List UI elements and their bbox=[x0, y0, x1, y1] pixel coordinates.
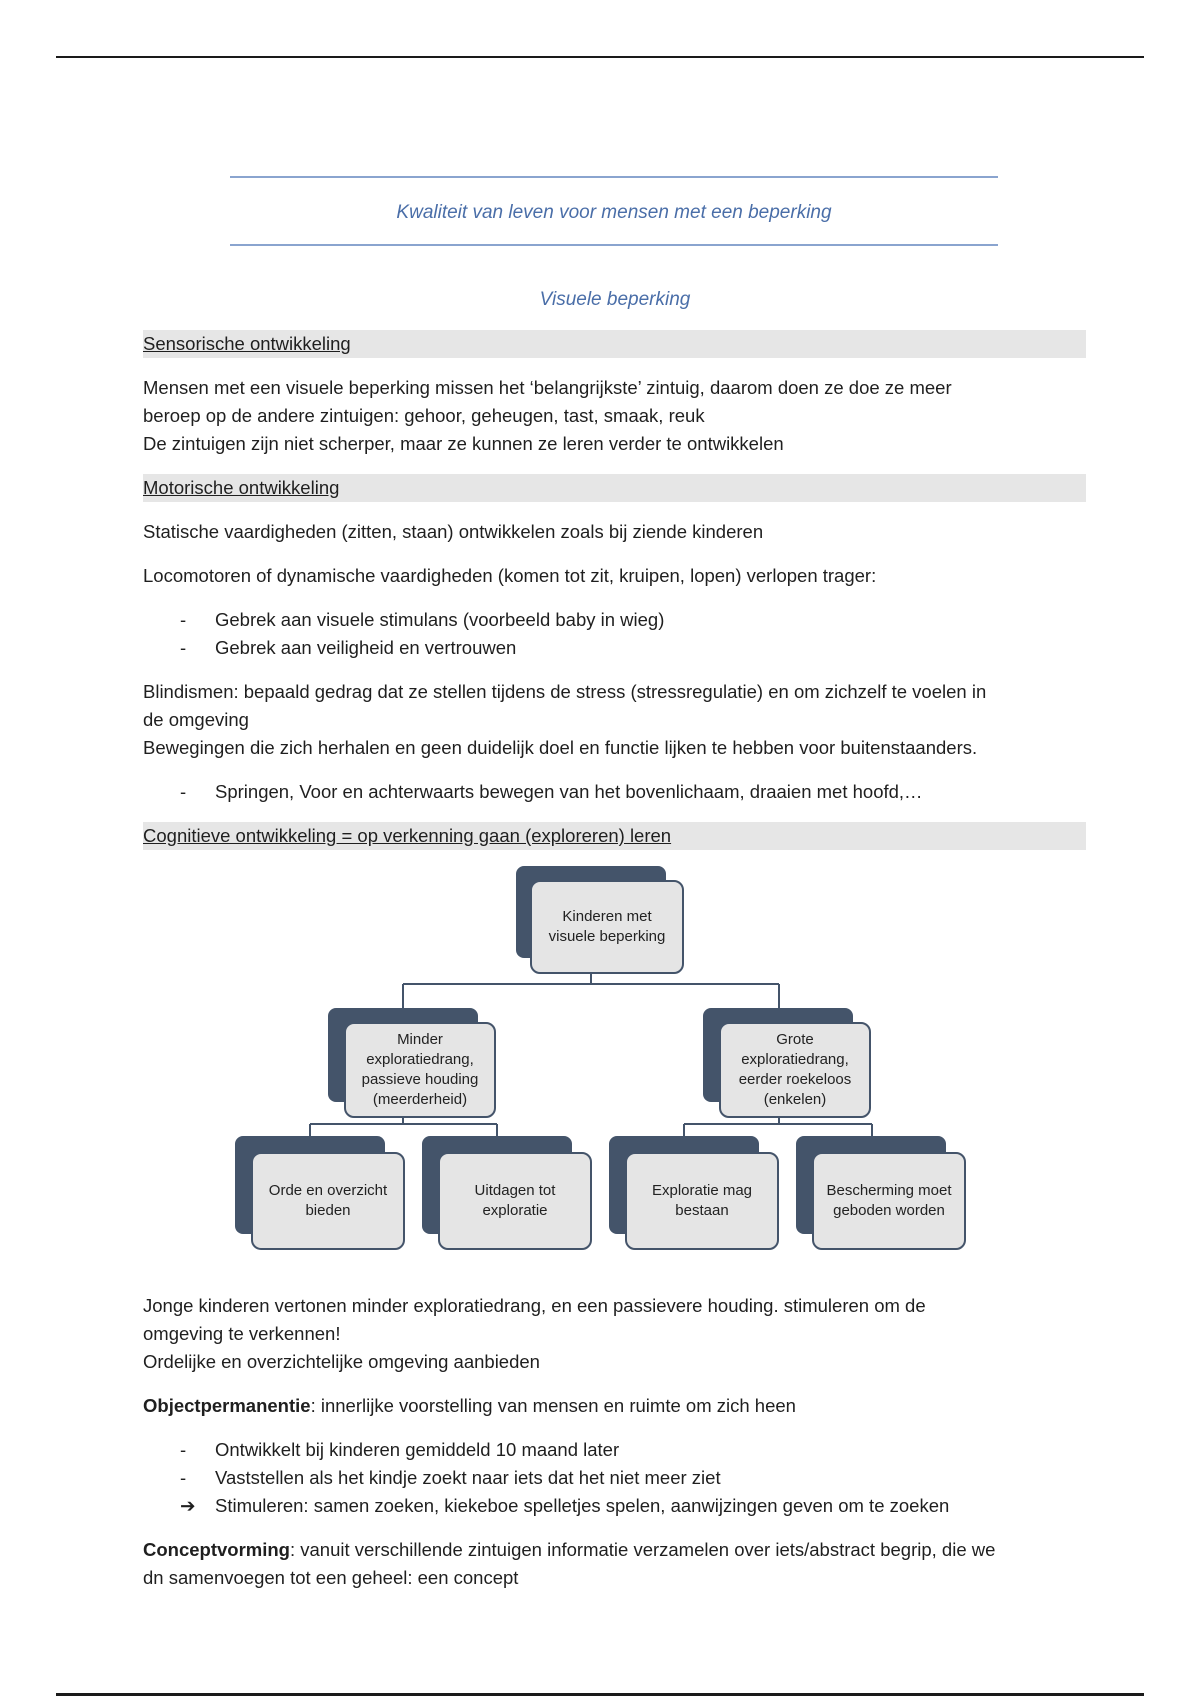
paragraph-statisch: Statische vaardigheden (zitten, staan) ontwikkelen zoals bij ziende kinderen bbox=[143, 521, 764, 542]
diagram-node-leaf-bescherming: Bescherming moet geboden worden bbox=[796, 1136, 966, 1250]
text-line: De zintuigen zijn niet scherper, maar ze kunnen ze leren verder te ontwikkelen bbox=[143, 433, 784, 454]
list-blindismen bbox=[143, 778, 1086, 806]
list-item: ➔ Stimuleren: samen zoeken, kiekeboe spelletjes spelen, aanwijzingen geven om te zoeken bbox=[143, 1492, 1086, 1520]
term-objectpermanentie: Objectpermanentie bbox=[143, 1395, 311, 1416]
text-line: Mensen met een visuele beperking missen het ‘belangrijkste’ zintuig, daarom doen ze doe ze meer bbox=[143, 377, 952, 398]
text-line: Ordelijke en overzichtelijke omgeving aanbieden bbox=[143, 1351, 540, 1372]
arrow-icon: ➔ bbox=[180, 1495, 196, 1516]
page-top-rule bbox=[56, 56, 1144, 58]
heading-sensorisch: Sensorische ontwikkeling bbox=[143, 330, 1086, 358]
text-line: Jonge kinderen vertonen minder exploratiedrang, en een passievere houding. stimuleren om de bbox=[143, 1295, 926, 1316]
paragraph-objectpermanentie: Objectpermanentie: innerlijke voorstelling van mensen en ruimte om zich heen bbox=[143, 1395, 796, 1416]
term-conceptvorming: Conceptvorming bbox=[143, 1539, 290, 1560]
paragraph-jonge-kinderen bbox=[143, 1292, 1086, 1376]
dash-bullet: - bbox=[180, 1467, 187, 1488]
list-objectpermanentie bbox=[143, 1436, 1086, 1520]
diagram-node-leaf-exploratie: Exploratie mag bestaan bbox=[609, 1136, 779, 1250]
document-body bbox=[143, 330, 1086, 1592]
paragraph-sensorisch bbox=[143, 374, 1086, 458]
paragraph-locomotoren: Locomotoren of dynamische vaardigheden (komen tot zit, kruipen, lopen) verlopen trager: bbox=[143, 565, 877, 586]
document-title: Kwaliteit van leven voor mensen met een beperking bbox=[396, 202, 832, 223]
list-item: - Gebrek aan veiligheid en vertrouwen bbox=[143, 634, 1086, 662]
page-bottom-rule bbox=[56, 1693, 1144, 1696]
text-line: dn samenvoegen tot een geheel: een concept bbox=[143, 1567, 519, 1588]
dash-bullet: - bbox=[180, 637, 187, 658]
title-block bbox=[230, 176, 998, 246]
document-subtitle: Visuele beperking bbox=[539, 289, 691, 310]
list-item: - Springen, Voor en achterwaarts bewegen van het bovenlichaam, draaien met hoofd,… bbox=[143, 778, 1086, 806]
list-locomotoren bbox=[143, 606, 1086, 662]
diagram-node-leaf-orde: Orde en overzicht bieden bbox=[235, 1136, 405, 1250]
heading-motorisch: Motorische ontwikkeling bbox=[143, 474, 1086, 502]
diagram-node-right: Grote exploratiedrang, eerder roekeloos (enkelen) bbox=[703, 1008, 871, 1114]
text-line: de omgeving bbox=[143, 709, 249, 730]
list-item: - Vaststellen als het kindje zoekt naar iets dat het niet meer ziet bbox=[143, 1464, 1086, 1492]
diagram-node-left: Minder exploratiedrang, passieve houding (meerderheid) bbox=[328, 1008, 496, 1114]
text-line: Bewegingen die zich herhalen en geen duidelijk doel en functie lijken te hebben voor buitenstaanders. bbox=[143, 737, 978, 758]
list-item: - Gebrek aan visuele stimulans (voorbeeld baby in wieg) bbox=[143, 606, 1086, 634]
list-item: - Ontwikkelt bij kinderen gemiddeld 10 maand later bbox=[143, 1436, 1086, 1464]
text-line: beroep op de andere zintuigen: gehoor, geheugen, tast, smaak, reuk bbox=[143, 405, 705, 426]
diagram-node-root: Kinderen met visuele beperking bbox=[516, 866, 684, 974]
paragraph-blindismen bbox=[143, 678, 1086, 762]
paragraph-conceptvorming: Conceptvorming: vanuit verschillende zintuigen informatie verzamelen over iets/abstract begrip, die we dn samenvoegen tot een geheel: een concept bbox=[143, 1539, 996, 1588]
text-line: omgeving te verkennen! bbox=[143, 1323, 341, 1344]
dash-bullet: - bbox=[180, 781, 187, 802]
heading-cognitief: Cognitieve ontwikkeling = op verkenning gaan (exploreren) leren bbox=[143, 822, 1086, 850]
dash-bullet: - bbox=[180, 609, 187, 630]
dash-bullet: - bbox=[180, 1439, 187, 1460]
hierarchy-diagram bbox=[143, 866, 1086, 1282]
title-rule-bottom bbox=[230, 244, 998, 246]
text-line: Blindismen: bepaald gedrag dat ze stellen tijdens de stress (stressregulatie) en om zichzelf te voelen in bbox=[143, 681, 987, 702]
diagram-node-leaf-uitdagen: Uitdagen tot exploratie bbox=[422, 1136, 592, 1250]
